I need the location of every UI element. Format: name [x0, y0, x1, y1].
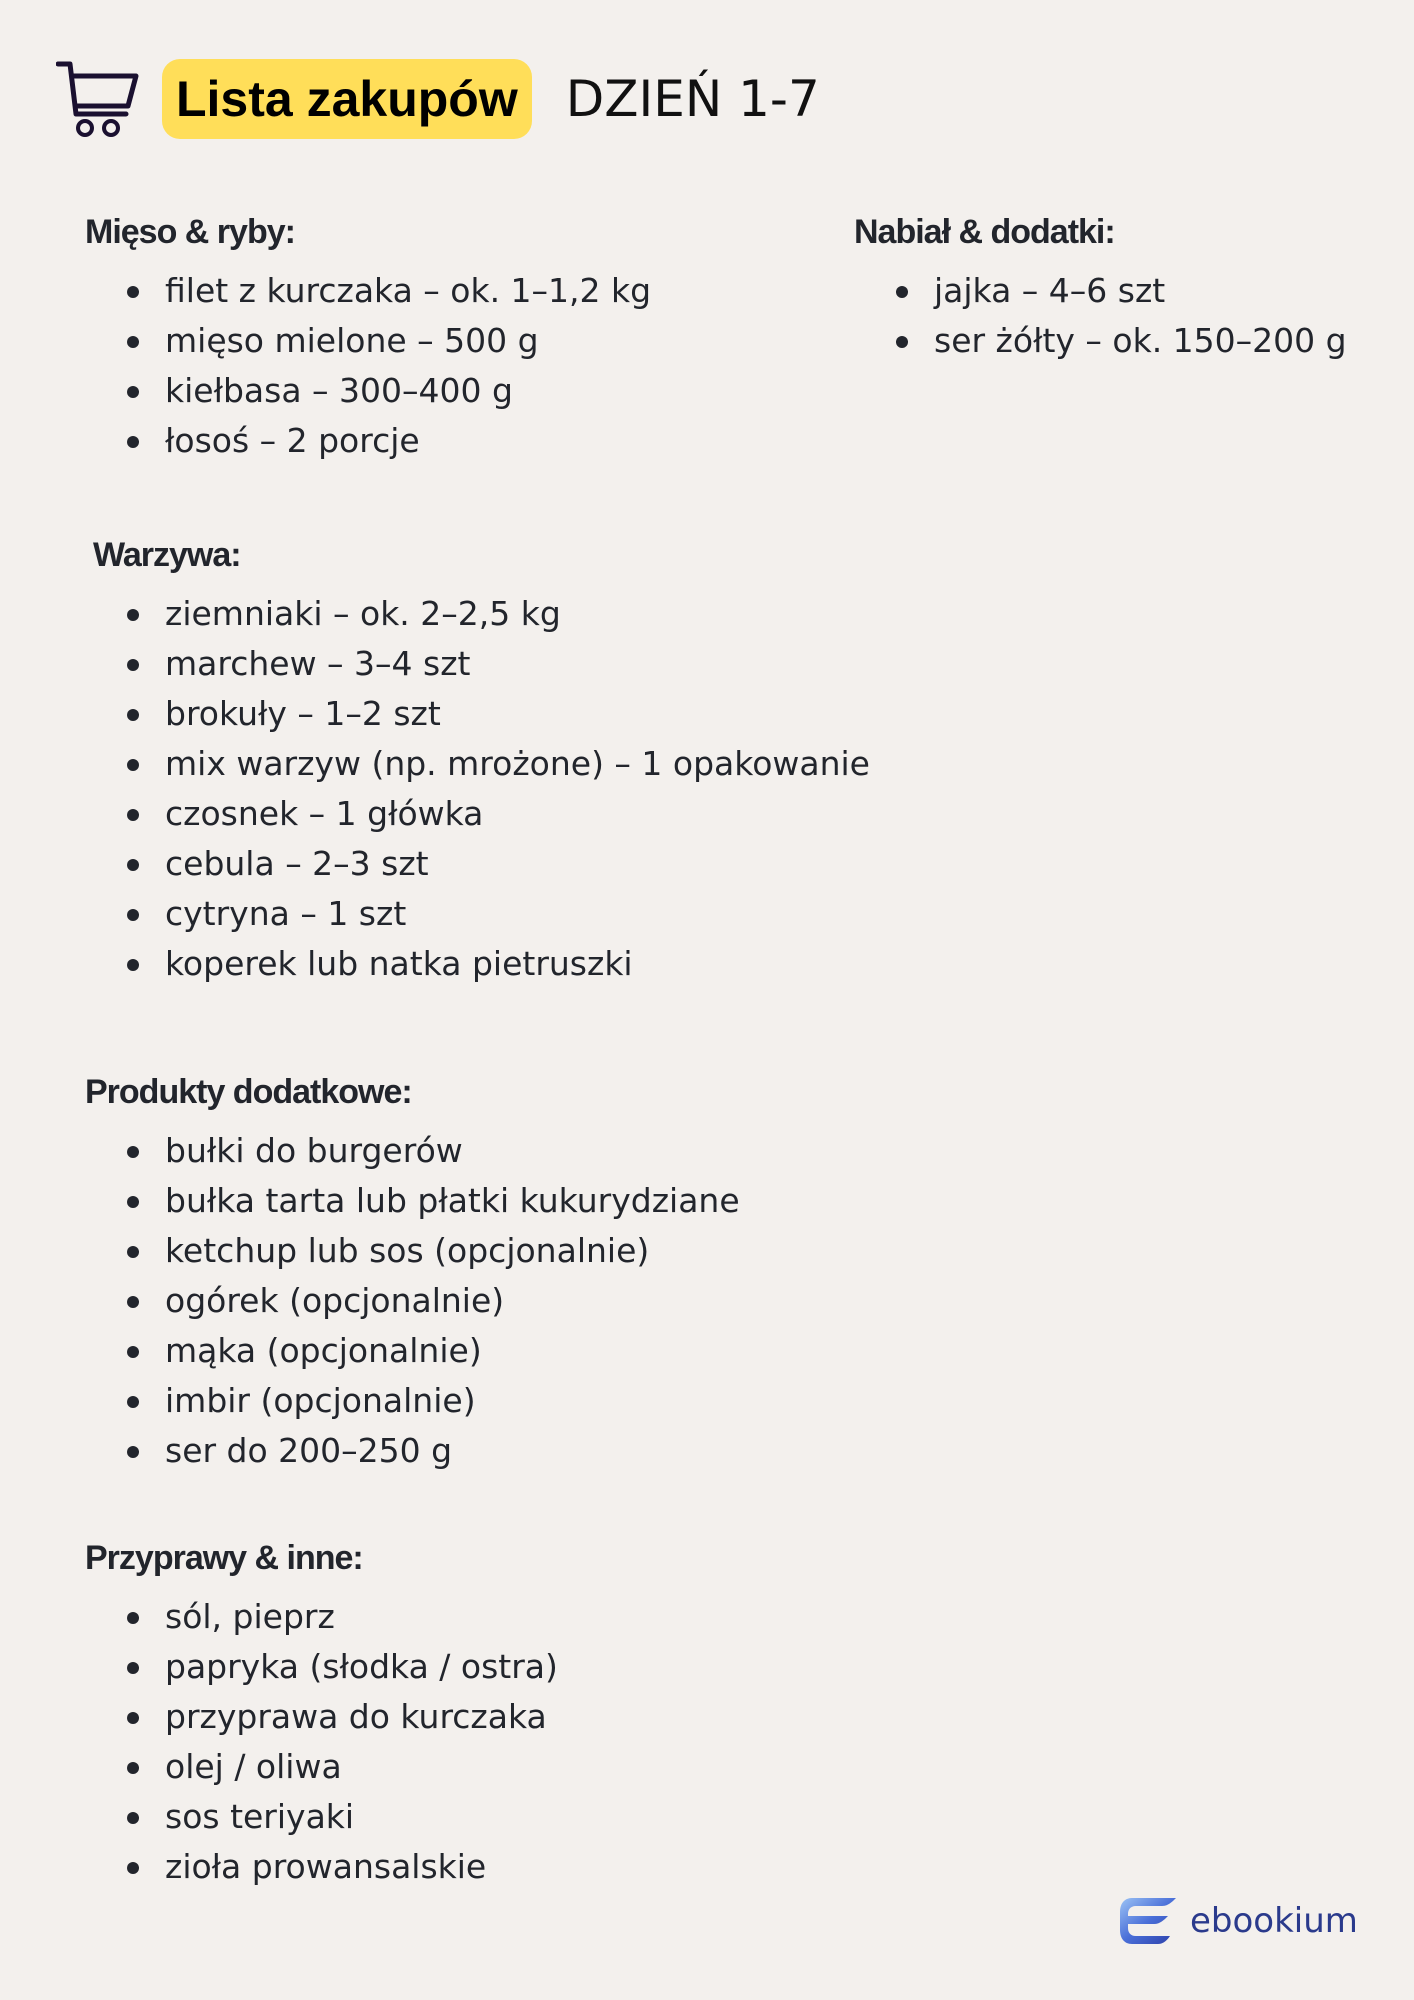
bullet-icon	[127, 1712, 139, 1724]
item-list	[85, 266, 651, 466]
list-item	[85, 1692, 558, 1742]
item-text: ketchup lub sos (opcjonalnie)	[165, 1231, 650, 1270]
item-text: sos teriyaki	[165, 1797, 355, 1836]
section-title: Nabiał & dodatki:	[854, 213, 1115, 251]
brand-logo	[1118, 1896, 1358, 1946]
bullet-icon	[127, 1762, 139, 1774]
list-item	[85, 1126, 740, 1176]
item-text: filet z kurczaka – ok. 1–1,2 kg	[165, 271, 652, 310]
list-item	[85, 689, 870, 739]
bullet-icon	[896, 336, 908, 348]
list-item	[85, 1742, 558, 1792]
bullet-icon	[127, 1446, 139, 1458]
list-item	[85, 1792, 558, 1842]
section-spices	[85, 1538, 558, 1892]
bullet-icon	[127, 1662, 139, 1674]
ebookium-logo-icon	[1118, 1896, 1178, 1946]
item-text: czosnek – 1 główka	[165, 794, 484, 833]
section-title: Warzywa:	[93, 536, 241, 574]
bullet-icon	[896, 286, 908, 298]
item-text: mix warzyw (np. mrożone) – 1 opakowanie	[165, 744, 870, 783]
item-text: brokuły – 1–2 szt	[165, 694, 441, 733]
bullet-icon	[127, 959, 139, 971]
item-list	[85, 1126, 740, 1476]
item-text: sól, pieprz	[165, 1597, 335, 1636]
item-text: bułki do burgerów	[165, 1131, 463, 1170]
item-text: marchew – 3–4 szt	[165, 644, 471, 683]
section-title: Produkty dodatkowe:	[85, 1073, 412, 1111]
bullet-icon	[127, 609, 139, 621]
bullet-icon	[127, 659, 139, 671]
item-text: ser żółty – ok. 150–200 g	[934, 321, 1347, 360]
section-extra-products	[85, 1072, 740, 1476]
item-text: kiełbasa – 300–400 g	[165, 371, 513, 410]
list-item	[85, 366, 651, 416]
list-item	[85, 789, 870, 839]
list-item	[85, 1176, 740, 1226]
item-list	[854, 266, 1347, 366]
item-text: koperek lub natka pietruszki	[165, 944, 633, 983]
bullet-icon	[127, 759, 139, 771]
list-item	[85, 416, 651, 466]
item-text: olej / oliwa	[165, 1747, 342, 1786]
section-title: Przyprawy & inne:	[85, 1539, 363, 1577]
page-subtitle: DZIEŃ 1-7	[565, 70, 820, 128]
shopping-cart-icon	[56, 56, 142, 142]
section-title: Mięso & ryby:	[85, 213, 295, 251]
list-item	[85, 1842, 558, 1892]
list-item	[85, 839, 870, 889]
bullet-icon	[127, 336, 139, 348]
section-dairy	[854, 212, 1347, 366]
bullet-icon	[127, 1346, 139, 1358]
item-text: przyprawa do kurczaka	[165, 1697, 547, 1736]
list-item	[85, 939, 870, 989]
bullet-icon	[127, 436, 139, 448]
section-meat-fish	[85, 212, 651, 466]
bullet-icon	[127, 1812, 139, 1824]
item-list	[85, 589, 870, 989]
item-text: ser do 200–250 g	[165, 1431, 453, 1470]
item-text: papryka (słodka / ostra)	[165, 1647, 558, 1686]
bullet-icon	[127, 1146, 139, 1158]
item-text: imbir (opcjonalnie)	[165, 1381, 476, 1420]
list-item	[85, 589, 870, 639]
bullet-icon	[127, 1246, 139, 1258]
list-item	[85, 1426, 740, 1476]
bullet-icon	[127, 386, 139, 398]
item-text: łosoś – 2 porcje	[165, 421, 420, 460]
bullet-icon	[127, 859, 139, 871]
list-item	[85, 1276, 740, 1326]
list-item	[854, 316, 1347, 366]
page-title: Lista zakupów	[162, 59, 532, 139]
bullet-icon	[127, 809, 139, 821]
list-item	[85, 889, 870, 939]
bullet-icon	[127, 909, 139, 921]
section-vegetables	[93, 535, 870, 989]
item-text: mięso mielone – 500 g	[165, 321, 539, 360]
logo-text: ebookium	[1190, 1901, 1358, 1941]
item-text: jajka – 4–6 szt	[934, 271, 1166, 310]
list-item	[85, 1326, 740, 1376]
list-item	[85, 316, 651, 366]
list-item	[85, 266, 651, 316]
bullet-icon	[127, 1196, 139, 1208]
list-item	[85, 1376, 740, 1426]
list-item	[85, 739, 870, 789]
item-text: bułka tarta lub płatki kukurydziane	[165, 1181, 740, 1220]
bullet-icon	[127, 1396, 139, 1408]
bullet-icon	[127, 1862, 139, 1874]
list-item	[854, 266, 1347, 316]
item-text: ziemniaki – ok. 2–2,5 kg	[165, 594, 561, 633]
item-text: ogórek (opcjonalnie)	[165, 1281, 505, 1320]
item-list	[85, 1592, 558, 1892]
bullet-icon	[127, 1612, 139, 1624]
item-text: zioła prowansalskie	[165, 1847, 487, 1886]
item-text: cebula – 2–3 szt	[165, 844, 429, 883]
bullet-icon	[127, 1296, 139, 1308]
bullet-icon	[127, 286, 139, 298]
item-text: cytryna – 1 szt	[165, 894, 407, 933]
list-item	[85, 1642, 558, 1692]
bullet-icon	[127, 709, 139, 721]
list-item	[85, 639, 870, 689]
list-item	[85, 1226, 740, 1276]
item-text: mąka (opcjonalnie)	[165, 1331, 482, 1370]
list-item	[85, 1592, 558, 1642]
page-header	[56, 56, 820, 142]
